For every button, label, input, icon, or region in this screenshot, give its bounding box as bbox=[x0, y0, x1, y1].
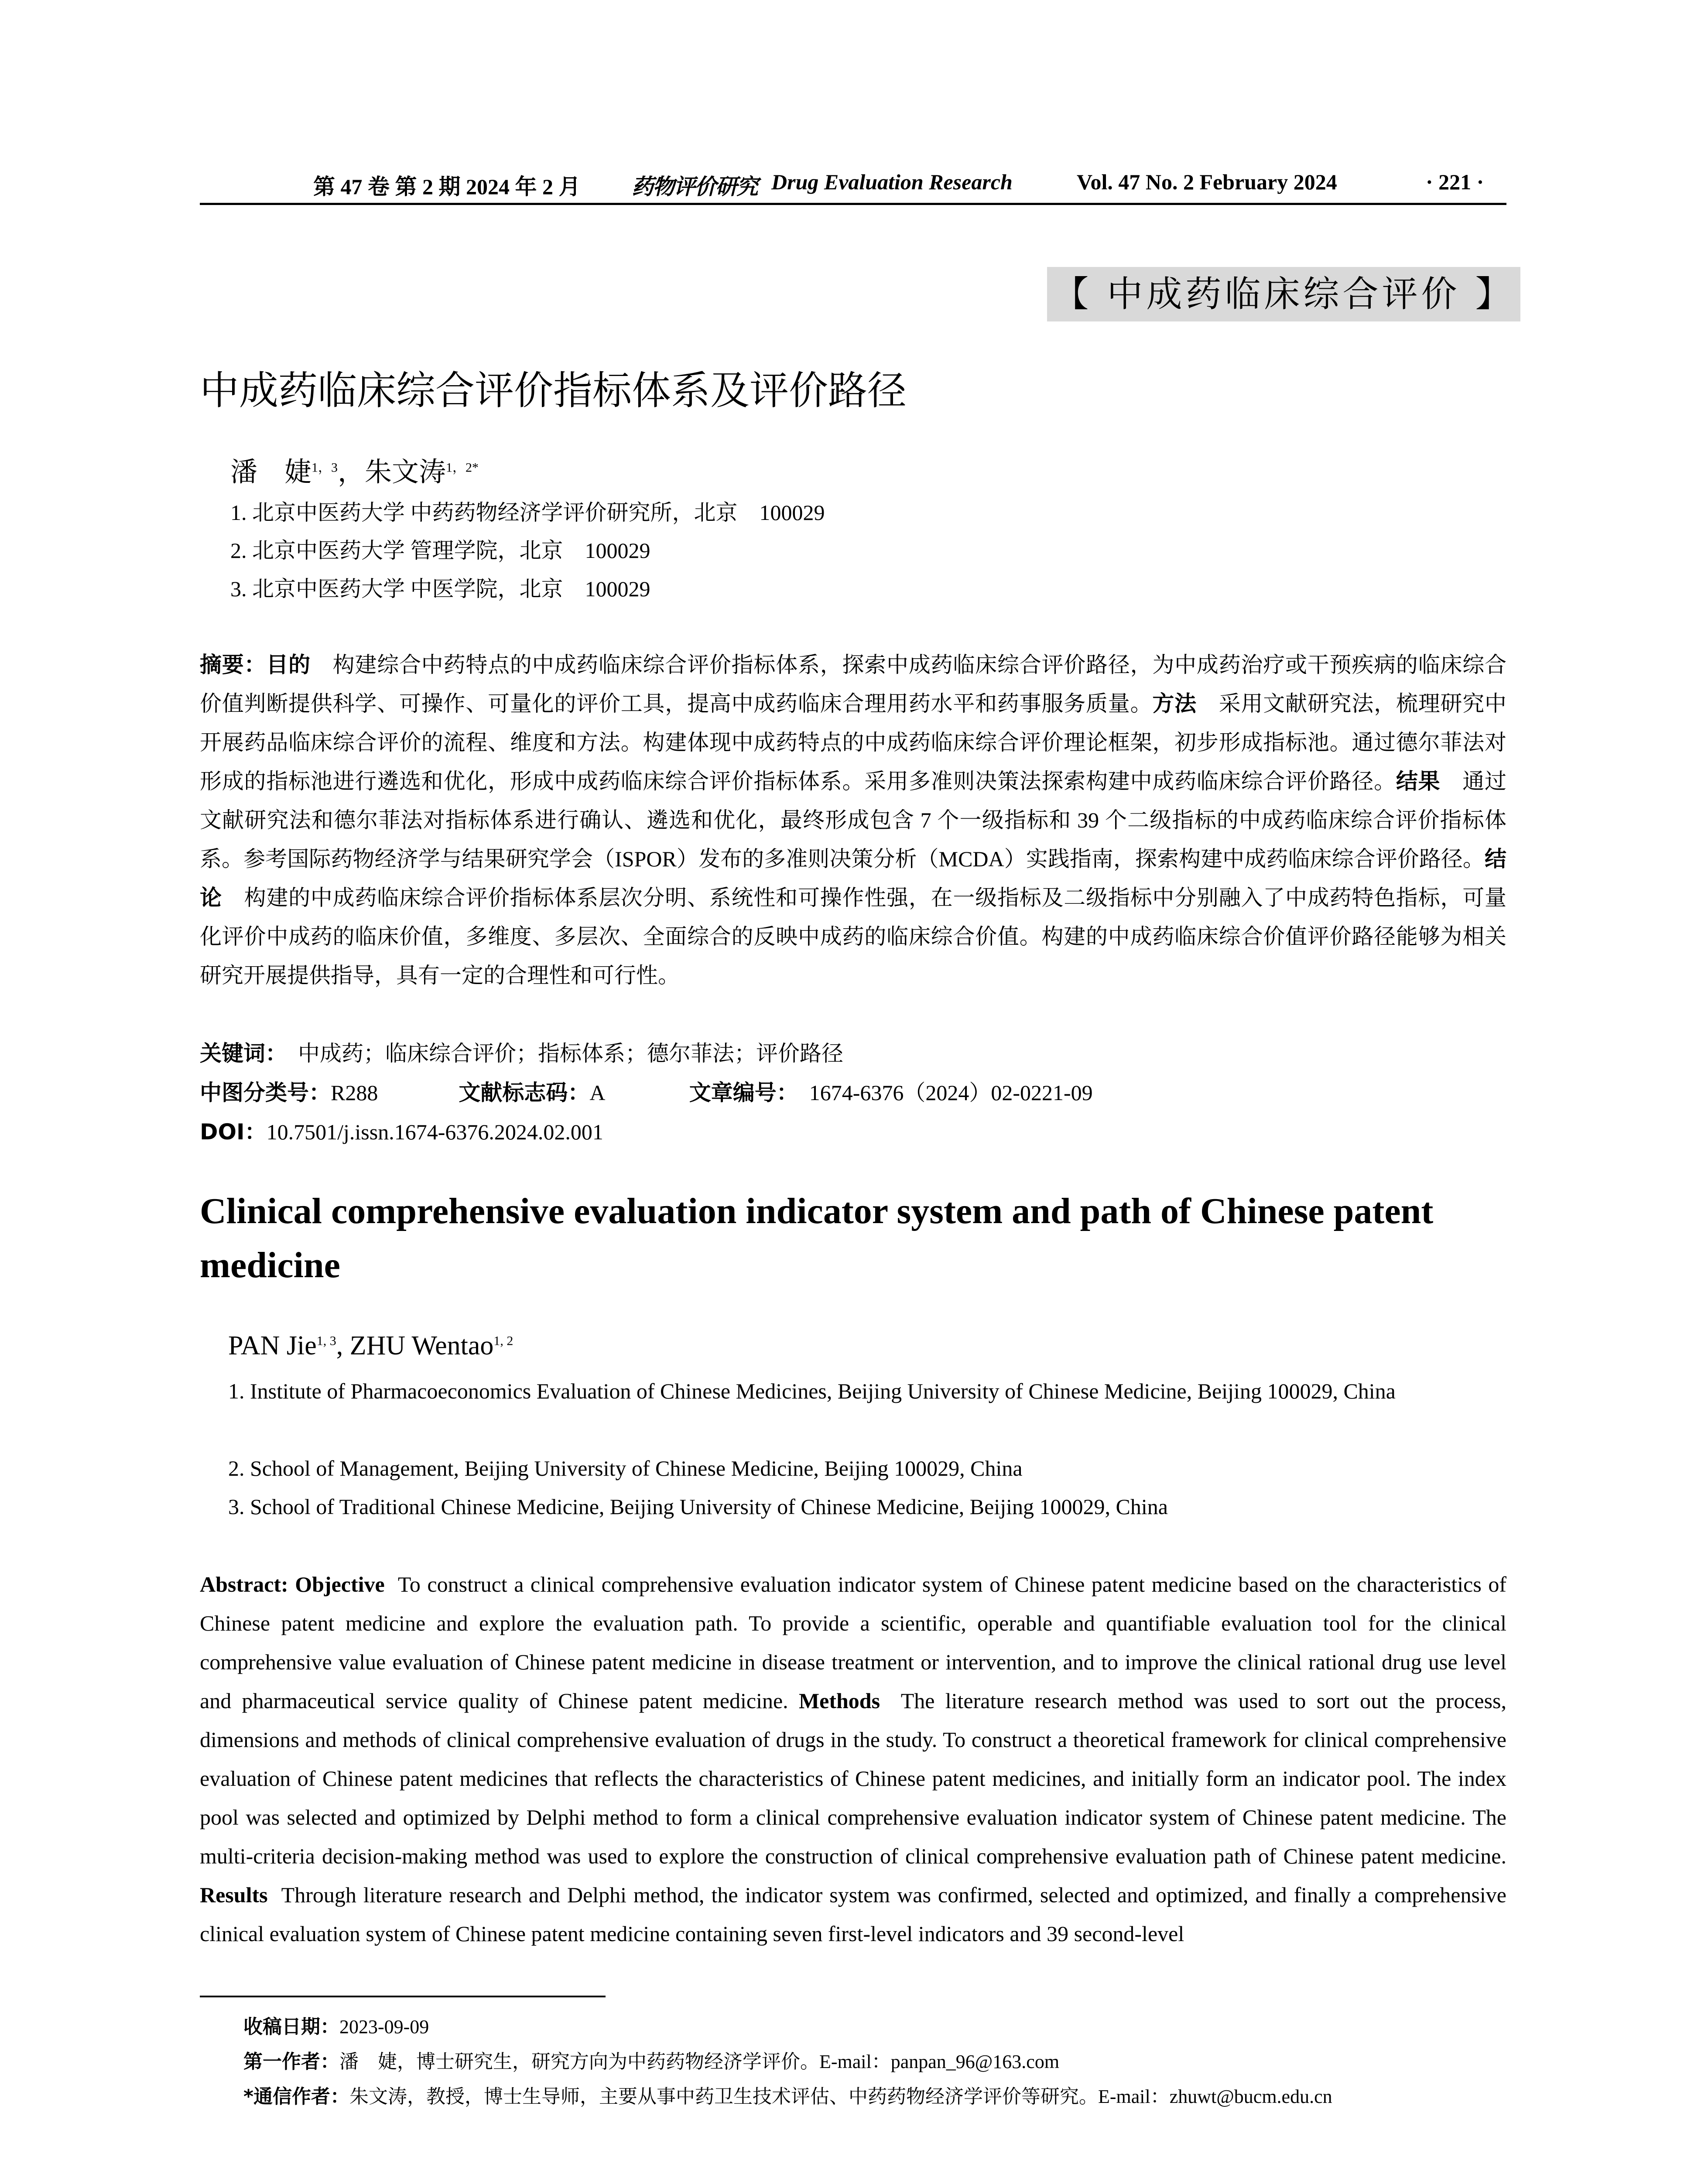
doc-code-label: 文献标志码： bbox=[459, 1080, 590, 1105]
cn-authors bbox=[230, 450, 479, 489]
cn-affiliation-3: 3. 北京中医药大学 中医学院，北京 100029 bbox=[230, 577, 650, 601]
doc-code-value: A bbox=[589, 1080, 604, 1105]
en-methods: The literature research method was used to sort out the process, dimensions and methods of clinical comprehensive evaluation of drugs in the study. To construct a theoretical framework for clinical comprehensive evaluation of Chinese patent medicines that reflects the characteristics of Chinese patent medicines, and initially form an indicator pool. The index pool was selected and optimized by Delphi method to form a clinical comprehensive evaluation indicator system of Chinese patent medicine. The multi-criteria decision-making method was used to explore the construction of clinical comprehensive evaluation path of Chinese patent medicine. bbox=[200, 1689, 1506, 1868]
doi-label: DOI： bbox=[200, 1119, 267, 1145]
doi-line bbox=[200, 1114, 603, 1146]
en-affiliation-3: 3. School of Traditional Chinese Medicine, Beijing University of Chinese Medicine, Beijing 100029, China bbox=[228, 1494, 1168, 1519]
en-authors bbox=[228, 1330, 513, 1361]
header-rule bbox=[200, 203, 1506, 205]
en-abstract bbox=[200, 1565, 1506, 1953]
corresponding-info: 朱文涛，教授，博士生导师，主要从事中药卫生技术评估、中药药物经济学评价等研究。E-mail：zhuwt@bucm.edu.cn bbox=[349, 2086, 1332, 2107]
cn-methods-label: 方法 bbox=[1152, 691, 1197, 716]
cn-author-1: 潘 婕 bbox=[230, 458, 312, 487]
en-author-1: PAN Jie bbox=[228, 1331, 317, 1361]
received-label: 收稿日期： bbox=[243, 2016, 339, 2038]
cn-author-1-affil: 1，3 bbox=[311, 460, 338, 475]
keywords bbox=[200, 1036, 843, 1067]
footnote-first-author bbox=[243, 2046, 1059, 2074]
page-number: · 221 · bbox=[1426, 170, 1484, 194]
en-abstract-label: Abstract: Objective bbox=[200, 1572, 385, 1596]
article-no-value: 1674-6376（2024）02-0221-09 bbox=[809, 1080, 1093, 1105]
cn-objective-label: 目的 bbox=[266, 652, 311, 677]
en-affiliation-2: 2. School of Management, Beijing University of Chinese Medicine, Beijing 100029, China bbox=[228, 1456, 1023, 1480]
received-date: 2023-09-09 bbox=[339, 2016, 429, 2037]
en-affiliation-1: 1. Institute of Pharmacoeconomics Evaluation of Chinese Medicines, Beijing University of Chinese Medicine, Beijing 100029, China bbox=[228, 1379, 1396, 1403]
en-results: Through literature research and Delphi method, the indicator system was confirmed, selected and optimized, and finally a comprehensive clinical evaluation system of Chinese patent medicine containing seven first-level indicators and 39 second-level bbox=[200, 1883, 1506, 1946]
cn-author-2: 朱文涛 bbox=[365, 458, 446, 487]
cn-author-2-affil: 1，2* bbox=[446, 460, 479, 475]
footnote-received bbox=[243, 2011, 429, 2039]
cn-abstract bbox=[200, 646, 1506, 995]
en-title: Clinical comprehensive evaluation indicator system and path of Chinese patent medicine bbox=[200, 1191, 1434, 1285]
keywords-text: 中成药；临床综合评价；指标体系；德尔菲法；评价路径 bbox=[298, 1041, 843, 1066]
en-author-1-affil: 1, 3 bbox=[316, 1333, 336, 1348]
en-author-2: ZHU Wentao bbox=[349, 1331, 494, 1361]
cn-author-sep: ， bbox=[338, 458, 365, 487]
corresponding-label: *通信作者： bbox=[243, 2085, 350, 2108]
en-author-sep: , bbox=[336, 1331, 350, 1361]
running-header bbox=[200, 169, 1506, 204]
article-no-label: 文章编号： bbox=[689, 1080, 787, 1105]
cn-issue: 第 47 卷 第 2 期 2024 年 2 月 bbox=[313, 174, 581, 199]
cn-methods: 采用文献研究法，梳理研究中开展药品临床综合评价的流程、维度和方法。构建体现中成药特点的中成药临床综合评价理论框架，初步形成指标池。通过德尔菲法对形成的指标池进行遴选和优化，形成中成药临床综合评价指标体系。采用多准则决策法探索构建中成药临床综合评价路径。 bbox=[200, 691, 1507, 793]
cn-results: 通过文献研究法和德尔菲法对指标体系进行确认、遴选和优化，最终形成包含 7 个一级指标和 39 个二级指标的中成药临床综合评价指标体系。参考国际药物经济学与结果研究学会（ISPOR）发布的多准则决策分析（MCDA）实践指南，探索构建中成药临床综合评价路径。 bbox=[200, 769, 1507, 871]
cn-conclusion-label: 结论 bbox=[200, 846, 1506, 910]
en-methods-label: Methods bbox=[798, 1689, 880, 1713]
cn-affiliation-1: 1. 北京中医药大学 中药药物经济学评价研究所，北京 100029 bbox=[230, 500, 825, 525]
column-label: 【 中成药临床综合评价 】 bbox=[1047, 267, 1520, 321]
cn-objective: 构建综合中药特点的中成药临床综合评价指标体系，探索中成药临床综合评价路径，为中成药治疗或干预疾病的临床综合价值判断提供科学、可操作、可量化的评价工具，提高中成药临床合理用药水平和药事服务质量。 bbox=[200, 653, 1507, 716]
cn-title: 中成药临床综合评价指标体系及评价路径 bbox=[200, 368, 907, 414]
first-author-label: 第一作者： bbox=[243, 2051, 339, 2073]
cn-conclusion: 构建的中成药临床综合评价指标体系层次分明、系统性和可操作性强，在一级指标及二级指标中分别融入了中成药特色指标，可量化评价中成药的临床价值，多维度、多层次、全面综合的反映中成药的临床综合价值。构建的中成药临床综合价值评价路径能够为相关研究开展提供指导，具有一定的合理性和可行性。 bbox=[200, 885, 1507, 988]
journal-logo: 药物评价研究 bbox=[632, 174, 757, 199]
en-results-label: Results bbox=[200, 1883, 268, 1907]
cn-abstract-label: 摘要： bbox=[200, 652, 267, 677]
en-author-2-affil: 1, 2 bbox=[493, 1333, 513, 1348]
cn-results-label: 结果 bbox=[1396, 769, 1441, 794]
keywords-label: 关键词： bbox=[200, 1041, 276, 1066]
doi-value: 10.7501/j.issn.1674-6376.2024.02.001 bbox=[266, 1120, 603, 1144]
en-issue: Vol. 47 No. 2 February 2024 bbox=[1077, 170, 1337, 194]
first-author-info: 潘 婕，博士研究生，研究方向为中药药物经济学评价。E-mail：panpan_96@163.com bbox=[339, 2051, 1060, 2072]
clc-label: 中图分类号： bbox=[200, 1080, 331, 1105]
en-objective: To construct a clinical comprehensive evaluation indicator system of Chinese patent medicine based on the characteristics of Chinese patent medicine and explore the evaluation path. To provide a scientific, operable and quantifiable evaluation tool for the clinical comprehensive value evaluation of Chinese patent medicine in disease treatment or intervention, and to improve the clinical rational drug use level and pharmaceutical service quality of Chinese patent medicine. bbox=[200, 1572, 1506, 1713]
footnote-rule bbox=[200, 1996, 606, 1997]
cn-affiliation-2: 2. 北京中医药大学 管理学院，北京 100029 bbox=[230, 538, 650, 563]
en-journal-name: Drug Evaluation Research bbox=[771, 170, 1013, 194]
classification-line bbox=[200, 1075, 1093, 1107]
clc-value: R288 bbox=[331, 1080, 378, 1105]
footnote-corresponding bbox=[243, 2081, 1332, 2109]
